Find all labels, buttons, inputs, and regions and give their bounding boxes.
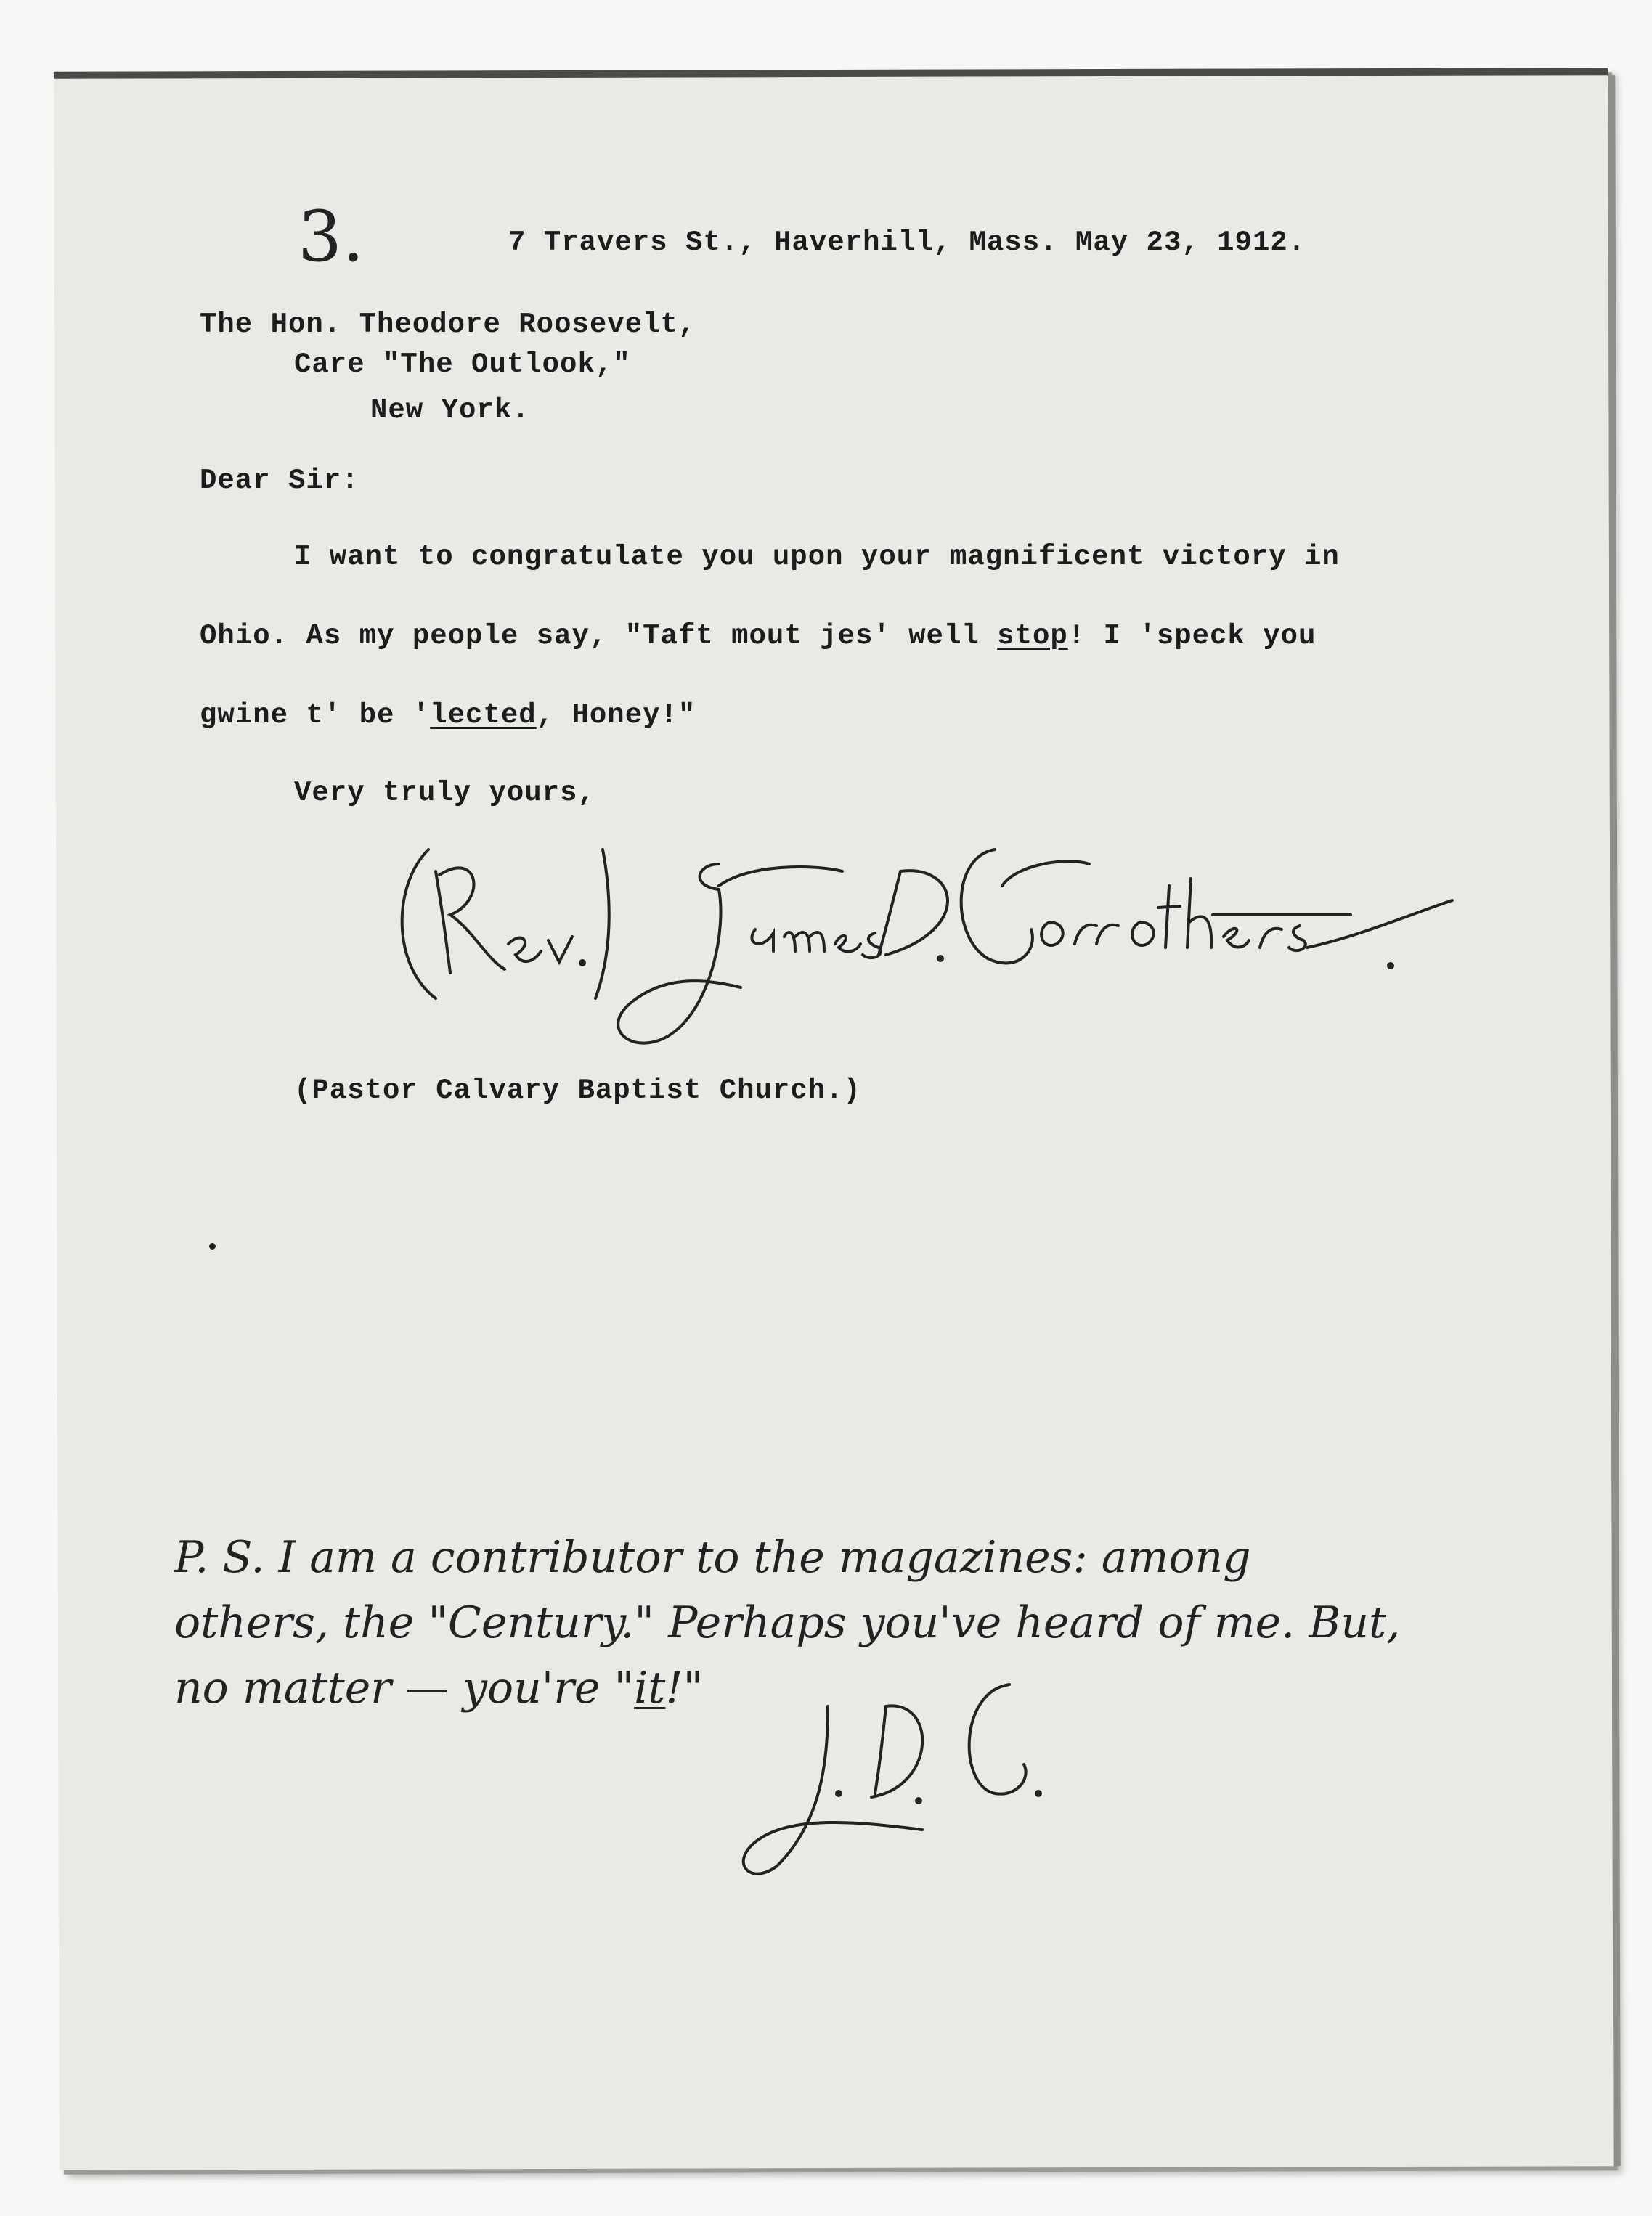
handwritten-signature	[378, 820, 1481, 1067]
body-line-2	[200, 620, 1316, 652]
recipient-city: New York.	[370, 394, 530, 426]
page-number: 3.	[298, 196, 365, 277]
body-line-3-text-a: gwine t' be '	[200, 699, 431, 731]
body-line-2-text-b: ! I 'speck you	[1067, 620, 1317, 652]
handwritten-initials	[719, 1648, 1096, 1895]
postscript-underlined-it: it	[634, 1663, 666, 1714]
salutation: Dear Sir:	[200, 465, 359, 497]
body-line-3-text-b: , Honey!"	[536, 699, 696, 731]
signature-title: (Pastor Calvary Baptist Church.)	[294, 1075, 861, 1107]
letter-address-date: 7 Travers St., Haverhill, Mass. May 23, 1912.	[508, 227, 1306, 258]
postscript-line-2: others, the "Century." Perhaps you've heard of me. But,	[174, 1597, 1401, 1648]
postscript-line-3-text-a: no matter — you're "	[174, 1663, 635, 1714]
recipient-name: The Hon. Theodore Roosevelt,	[200, 309, 696, 341]
body-line-2-text-a: Ohio. As my people say, "Taft mout jes' well	[200, 620, 998, 652]
stray-ink-dot	[209, 1243, 216, 1250]
body-line-3	[200, 699, 696, 731]
body-line-1: I want to congratulate you upon your magnificent victory in	[294, 541, 1340, 573]
body-underlined-lected: lected	[430, 699, 537, 731]
closing: Very truly yours,	[294, 777, 595, 809]
recipient-care-of: Care "The Outlook,"	[294, 349, 631, 380]
postscript-line-3-text-b: !"	[665, 1663, 704, 1714]
postscript-line-3	[174, 1663, 703, 1714]
postscript-line-1: P. S. I am a contributor to the magazines: among	[174, 1532, 1251, 1583]
body-underlined-stop: stop	[997, 620, 1068, 652]
